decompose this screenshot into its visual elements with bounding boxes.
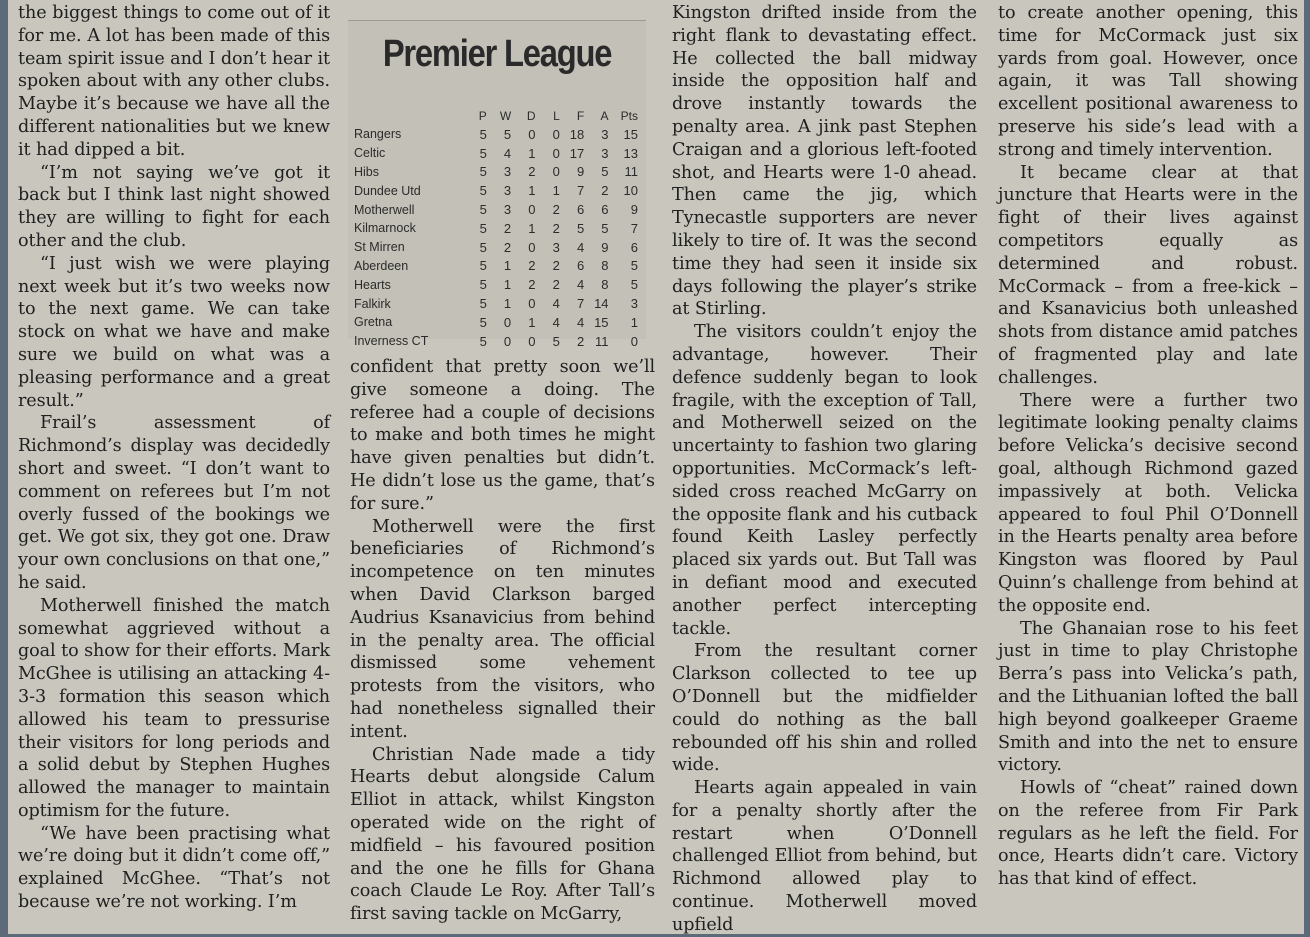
paragraph: Motherwell finished the match somewhat aggrieved without a goal to show for their efforts. Mark McGhee is utilising an attacking 4-3-3 formation this season which allowed his team to pressurise their visitors for long periods and a solid debut by Stephen Hughes allowed the manager to maintain optimism for the future. — [18, 595, 330, 821]
stat-w: 4 — [503, 145, 512, 161]
stat-a: 8 — [601, 277, 609, 293]
team-name: Inverness CT — [354, 334, 429, 349]
stat-f: 4 — [576, 239, 585, 255]
stat-f: 9 — [576, 164, 585, 180]
paragraph: “I just wish we were playing next week but it’s two weeks now to the next game. We can take stock on what we have and make sure we build on what was a pleasing performance and a great result.” — [18, 253, 330, 411]
stat-p: 5 — [479, 126, 487, 142]
team-name: Kilmarnock — [354, 221, 416, 236]
stat-p: 5 — [479, 202, 487, 218]
stat-d: 0 — [528, 296, 536, 312]
stat-p: 5 — [479, 333, 487, 349]
stat-a: 11 — [595, 333, 609, 349]
team-name: Rangers — [354, 127, 402, 142]
team-name: Gretna — [354, 315, 393, 330]
paragraph: confident that pretty soon we’ll give someone a doing. The referee had a couple of decisions to make and both times he might have given penalties but didn’t. He didn’t lose us the game, that’s for sure.” — [350, 357, 655, 514]
stat-p: 5 — [479, 277, 487, 293]
stat-f: 2 — [576, 333, 585, 349]
league-table-row — [354, 181, 644, 200]
paragraph: The Ghanaian rose to his feet just in time to play Christophe Berra’s pass into Velicka’s path, and the Lithuanian lofted the ball high beyond goalkeeper Graeme Smith and into the net to ensure victory. — [998, 618, 1298, 776]
stat-p: 5 — [479, 258, 487, 274]
stat-p: 5 — [479, 296, 487, 312]
paragraph: Frail’s assessment of Richmond’s display was decidedly short and sweet. “I don’t want to comment on referees but I’m not overly fussed of the bookings we get. We got six, they got one. Draw your own conclusions on that one,” he said. — [18, 413, 330, 593]
stat-d: 2 — [528, 277, 536, 293]
stat-a: 5 — [601, 164, 609, 180]
stat-pts: 3 — [630, 296, 638, 312]
league-table-row — [354, 313, 644, 332]
stat-a: 15 — [594, 314, 609, 330]
team-name: Hearts — [354, 277, 391, 292]
stat-d: 2 — [528, 258, 536, 274]
stat-l: 2 — [552, 277, 560, 293]
stat-a: 9 — [601, 239, 609, 255]
paragraph: to create another opening, this time for McCormack just six yards from goal. However, once again, it was Tall showing excellent positional awareness to preserve his side’s lead with a strong and timely intervention. — [998, 3, 1298, 160]
stat-a: 2 — [601, 183, 609, 199]
league-table-row — [354, 257, 644, 276]
stat-d: 1 — [528, 314, 536, 330]
stat-a: 3 — [601, 126, 609, 142]
stat-pts: 6 — [630, 239, 638, 255]
stat-d: 1 — [528, 145, 536, 161]
stat-l: 2 — [552, 258, 560, 274]
stat-pts: 5 — [630, 277, 638, 293]
stat-p: 5 — [479, 183, 487, 199]
team-header — [354, 107, 462, 125]
stat-f: 6 — [576, 258, 585, 274]
article-column-2 — [350, 356, 655, 930]
paragraph: Howls of “cheat” rained down on the referee from Fir Park regulars as he left the field. For once, Hearts didn’t care. Victory has that kind of effect. — [998, 778, 1298, 890]
stat-f: 17 — [569, 145, 585, 161]
league-table-box — [348, 20, 646, 349]
league-table-row — [354, 219, 644, 238]
stat-a: 3 — [601, 145, 609, 161]
paragraph: “We have been practising what we’re doing but it didn’t come off,” explained McGhee. “That’s not because we’re not working. I’m — [18, 823, 330, 913]
stat-l: 3 — [552, 239, 560, 255]
col-header: A — [600, 109, 609, 123]
stat-f: 7 — [576, 296, 585, 312]
paragraph: Christian Nade made a tidy Hearts debut alongside Calum Elliot in attack, whilst Kingston operated wide on the right of midfield – his favoured position and the one he fills for Ghana coach Claude Le Roy. After Tall’s first saving tackle on McGarry, — [350, 744, 655, 925]
league-table-row — [354, 294, 644, 313]
stat-l: 0 — [552, 126, 560, 142]
paragraph: Hearts again appealed in vain for a penalty shortly after the restart when O’Donnell challenged Elliot from behind, but Richmond allowed play to continue. Motherwell moved upfield — [672, 778, 977, 935]
stat-p: 5 — [479, 164, 487, 180]
stat-w: 3 — [503, 183, 512, 199]
stat-l: 5 — [552, 333, 560, 349]
stat-w: 1 — [503, 296, 512, 312]
team-name: Dundee Utd — [354, 183, 421, 198]
paragraph: The visitors couldn’t enjoy the advantage, however. Their defence suddenly began to look fragile, with the exception of Tall, and Motherwell seized on the uncertainty to fashion two glaring opportunities. McCormack’s left-sided cross reached McGarry on the opposite flank and his cutback found Keith Lasley perfectly placed six yards out. But Tall was in defiant mood and executed another perfect intercepting tackle. — [672, 322, 977, 639]
stat-d: 1 — [528, 183, 536, 199]
team-name: St Mirren — [354, 240, 405, 255]
stat-w: 2 — [503, 220, 512, 236]
article-column-4 — [998, 2, 1298, 890]
league-table-title: Premier League — [382, 33, 612, 75]
stat-w: 3 — [503, 202, 512, 218]
stat-pts: 10 — [623, 183, 638, 199]
stat-d: 0 — [528, 202, 536, 218]
col-header: F — [576, 109, 585, 123]
stat-f: 5 — [576, 220, 585, 236]
stat-p: 5 — [479, 145, 487, 161]
stat-l: 2 — [552, 220, 560, 236]
stat-pts: 0 — [630, 333, 638, 349]
stat-l: 2 — [552, 202, 560, 218]
col-header: P — [478, 109, 487, 123]
stat-a: 6 — [601, 202, 609, 218]
team-name: Falkirk — [354, 296, 391, 311]
col-header: D — [526, 109, 536, 123]
stat-a: 8 — [601, 258, 609, 274]
col-header: L — [553, 109, 560, 123]
league-table-header-row — [354, 107, 644, 125]
stat-w: 0 — [503, 314, 512, 330]
paragraph: Kingston drifted inside from the right flank to devastating effect. He collected the ball midway inside the opposition half and drove instantly towards the penalty area. A jink past Stephen Craigan and a glorious left-footed shot, and Hearts were 1-0 ahead. Then came the jig, which Tynecastle supporters are never likely to tire of. It was the second time they had seen it inside six days following the player’s strike at Stirling. — [672, 3, 977, 320]
stat-d: 1 — [528, 220, 536, 236]
paragraph: There were a further two legitimate looking penalty claims before Velicka’s decisive second goal, although Richmond gazed impassively at both. Velicka appeared to foul Phil O’Donnell in the Hearts penalty area before Kingston was floored by Paul Quinn’s challenge from behind at the opposite end. — [998, 390, 1298, 616]
stat-l: 4 — [552, 296, 560, 312]
paragraph: the biggest things to come out of it for me. A lot has been made of this team spirit issue and I don’t hear it spoken about with any other clubs. Maybe it’s because we have all the different nationalities but we knew it had dipped a bit. — [18, 3, 330, 160]
league-table-row — [354, 163, 644, 182]
stat-p: 5 — [479, 314, 487, 330]
stat-f: 4 — [576, 314, 585, 330]
stat-d: 0 — [528, 239, 536, 255]
league-table-row — [354, 332, 644, 351]
league-table-row — [354, 238, 644, 257]
paragraph: “I’m not saying we’ve got it back but I think last night showed they are willing to fight for each other and the club. — [18, 162, 330, 251]
stat-p: 5 — [479, 239, 487, 255]
stat-p: 5 — [479, 220, 487, 236]
paragraph: Motherwell were the first beneficiaries of Richmond’s incompetence on ten minutes when David Clarkson barged Audrius Ksanavicius from behind in the penalty area. The official dismissed some vehement protests from the visitors, who had nonetheless signalled their intent. — [350, 516, 655, 742]
team-name: Aberdeen — [354, 258, 409, 273]
stat-pts: 15 — [623, 126, 638, 142]
stat-pts: 9 — [630, 202, 638, 218]
stat-w: 0 — [503, 333, 512, 349]
paragraph: It became clear at that juncture that Hearts were in the fight of their lives against competitors equally as determined and robust. McCormack – from a free-kick – and Ksanavicius both unleashed shots from distance amid patches of fragmented play and late challenges. — [998, 162, 1298, 388]
stat-pts: 13 — [623, 145, 638, 161]
stat-f: 4 — [576, 277, 585, 293]
stat-pts: 5 — [630, 258, 638, 274]
stat-l: 1 — [552, 183, 560, 199]
stat-d: 0 — [528, 126, 536, 142]
team-name: Motherwell — [354, 202, 415, 217]
col-header: Pts — [620, 109, 638, 123]
stat-f: 6 — [576, 202, 585, 218]
stat-f: 18 — [569, 126, 585, 142]
col-header: W — [499, 109, 512, 123]
stat-pts: 11 — [624, 164, 638, 180]
stat-l: 0 — [552, 164, 560, 180]
league-table-row — [354, 200, 644, 219]
stat-a: 5 — [601, 220, 609, 236]
paragraph: From the resultant corner Clarkson collected to tee up O’Donnell but the midfielder could do nothing as the ball rebounded off his shin and rolled wide. — [672, 641, 977, 776]
stat-w: 1 — [503, 277, 512, 293]
stat-w: 2 — [503, 239, 512, 255]
stat-l: 0 — [552, 145, 560, 161]
article-column-3 — [672, 2, 977, 935]
stat-d: 0 — [528, 333, 536, 349]
stat-d: 2 — [528, 164, 536, 180]
stat-w: 3 — [503, 164, 512, 180]
league-table-row — [354, 275, 644, 294]
league-table-row — [354, 125, 644, 144]
article-column-1 — [18, 2, 330, 932]
stat-a: 14 — [594, 296, 609, 312]
league-table-row — [354, 144, 644, 163]
team-name: Hibs — [354, 164, 380, 179]
stat-pts: 7 — [630, 220, 638, 236]
team-name: Celtic — [354, 146, 386, 161]
stat-w: 5 — [503, 126, 512, 142]
stat-pts: 1 — [630, 314, 638, 330]
stat-w: 1 — [503, 258, 512, 274]
stat-l: 4 — [552, 314, 560, 330]
stat-f: 7 — [576, 183, 585, 199]
league-table — [354, 107, 644, 351]
